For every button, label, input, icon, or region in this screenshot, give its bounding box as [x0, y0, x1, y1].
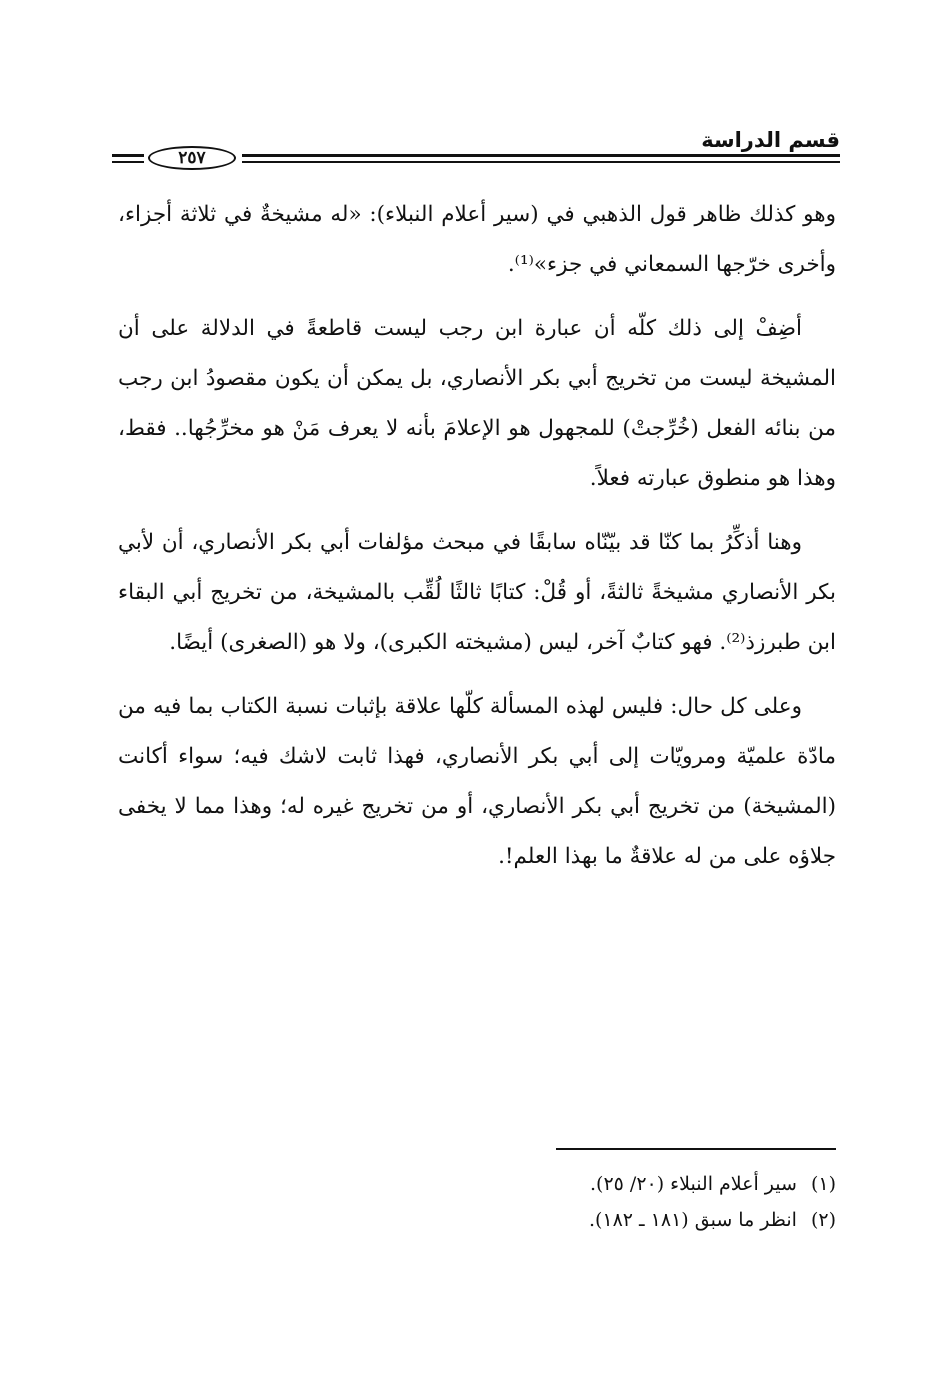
footnote-separator	[556, 1148, 836, 1150]
paragraph-4: وعلى كل حال: فليس لهذه المسألة كلّها علاقة بإثبات نسبة الكتاب بما فيه من مادّة علميّة ومرويّات إلى أبي بكر الأنصاري، فهذا ثابت لاشك فيه؛ سواء أكانت (المشيخة) من تخريج أبي بكر الأنصاري، أو من تخريج غيره له؛ وهذا مما لا يخفى جلاؤه على من له علاقةٌ ما بهذا العلم!.	[118, 694, 836, 869]
paragraph-1: وهو كذلك ظاهر قول الذهبي في (سير أعلام النبلاء): «له مشيخةٌ في ثلاثة أجزاء، وأخرى خرّجها السمعاني في جزء»⁽¹⁾.	[118, 202, 836, 277]
page-number: ٢٥٧	[148, 146, 236, 170]
paragraph-2: أضِفْ إلى ذلك كلّه أن عبارة ابن رجب ليست قاطعةً في الدلالة على أن المشيخة ليست من تخريج أبي بكر الأنصاري، بل يمكن أن يكون مقصودُ ابن رجب من بنائه الفعل (خُرِّجتْ) للمجهول هو الإعلامَ بأنه لا يعرف مَنْ هو مخرِّجُها.. فقط، وهذا هو منطوق عبارته فعلاً.	[118, 316, 836, 491]
footnote-1	[589, 1166, 836, 1202]
footnote-number: (١)	[810, 1173, 836, 1195]
footnotes	[589, 1166, 836, 1238]
rule-long	[242, 154, 840, 163]
header-rule	[112, 146, 840, 170]
paragraph-3: وهنا أذكِّرُ بما كنّا قد بيّنّاه سابقًا في مبحث مؤلفات أبي بكر الأنصاري، أن لأبي بكر الأنصاري مشيخةً ثالثةً، أو قُلْ: كتابًا ثالثًا لُقِّب بالمشيخة، من تخريج أبي البقاء ابن طبرزذ⁽²⁾. فهو كتابٌ آخر، ليس (مشيخته الكبرى)، ولا هو (الصغرى) أيضًا.	[118, 530, 836, 655]
footnote-text: انظر ما سبق (١٨١ ـ ١٨٢).	[588, 1209, 797, 1231]
footnote-2	[589, 1202, 836, 1238]
body-text	[118, 190, 836, 896]
footnote-number: (٢)	[810, 1209, 836, 1231]
page-header	[112, 128, 840, 168]
section-title: قسم الدراسة	[701, 128, 840, 152]
footnote-text: سير أعلام النبلاء (٢٠/ ٢٥).	[589, 1173, 797, 1195]
rule-short	[112, 154, 144, 163]
